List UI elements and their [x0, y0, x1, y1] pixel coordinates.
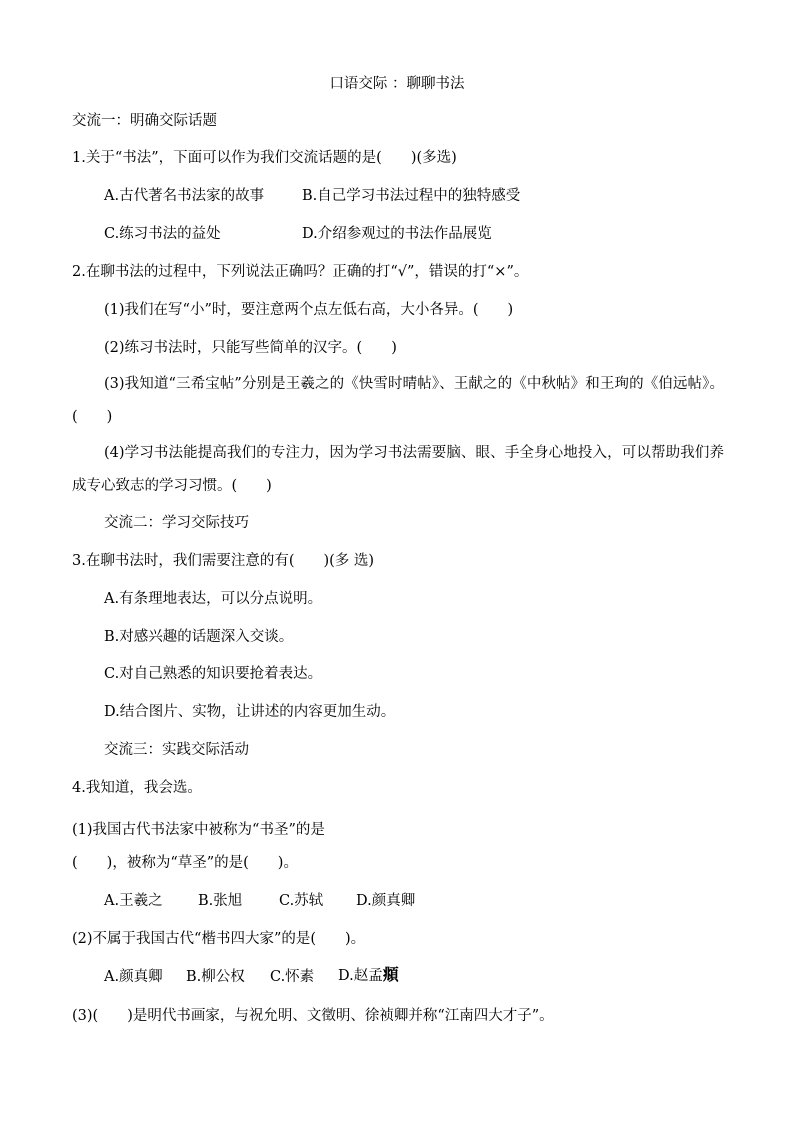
question-4-part-2-option-d: [338, 965, 399, 986]
question-1-option-c: C.练习书法的益处: [104, 226, 221, 242]
question-4-part-1-line-1: (1)我国古代书法家中被称为“书圣”的是: [72, 822, 325, 838]
question-4-part-2-option-c: C.怀素: [270, 969, 315, 985]
page-title: 口语交际 ：聊聊书法: [329, 76, 465, 92]
question-2-item-3: (3)我知道“三希宝帖”分别是王羲之的《快雪时晴帖》、王献之的《中秋帖》和王珣的《伯远帖》。( ): [72, 376, 724, 425]
question-4-part-2-option-b: B.柳公权: [186, 969, 245, 985]
question-1-stem: 1.关于“书法”，下面可以作为我们交流话题的是( )(多选): [72, 150, 457, 166]
question-4-part-1-option-d: D.颜真卿: [356, 893, 416, 909]
question-4-part-3-stem: (3)( )是明代书画家，与祝允明、文徵明、徐祯卿并称“江南四大才子”。: [72, 1008, 554, 1024]
question-4-part-2-stem: (2)不属于我国古代“楷书四大家”的是( )。: [72, 931, 366, 947]
question-4-part-1-option-c: C.苏轼: [279, 893, 324, 909]
question-3-option-b: B.对感兴趣的话题深入交谈。: [104, 629, 294, 645]
question-4-part-1-option-a: A.王羲之: [104, 893, 163, 909]
question-4-part-2-option-d-prefix: D.赵孟: [338, 968, 383, 984]
question-1-option-d: D.介绍参观过的书法作品展览: [302, 226, 492, 242]
section-heading-3: 交流三：实践交际活动: [104, 742, 249, 758]
question-4-part-2-option-a: A.颜真卿: [104, 969, 163, 985]
question-1-option-b: B.自己学习书法过程中的独特感受: [302, 188, 521, 204]
question-3-stem: 3.在聊书法时，我们需要注意的有( )(多 选): [72, 553, 375, 569]
question-4-part-2-option-d-last-char: 頫: [382, 965, 399, 984]
question-1-option-a: A.古代著名书法家的故事: [104, 188, 265, 204]
section-heading-2: 交流二：学习交际技巧: [104, 515, 249, 531]
question-4-part-1-line-2: ( )，被称为“草圣”的是( )。: [72, 855, 298, 871]
question-4-part-1-option-b: B.张旭: [198, 893, 243, 909]
question-3-option-a: A.有条理地表达，可以分点说明。: [104, 591, 323, 607]
question-2-stem: 2.在聊书法的过程中，下列说法正确吗？正确的打“√”，错误的打“×”。: [72, 264, 529, 280]
section-heading-1: 交流一：明确交际话题: [72, 113, 217, 129]
question-2-item-2: (2)练习书法时，只能写些简单的汉字。( ): [104, 340, 397, 356]
question-4-stem: 4.我知道，我会选。: [72, 780, 202, 796]
question-3-option-d: D.结合图片、实物，让讲述的内容更加生动。: [104, 704, 396, 720]
question-2-item-1: (1)我们在写“小”时，要注意两个点左低右高，大小各异。( ): [104, 302, 514, 318]
question-3-option-c: C.对自己熟悉的知识要抢着表达。: [104, 666, 323, 682]
question-2-item-4: (4)学习书法能提高我们的专注力，因为学习书法需要脑、眼、手全身心地投入，可以帮助我们养成专心致志的学习习惯。( ): [72, 445, 724, 494]
